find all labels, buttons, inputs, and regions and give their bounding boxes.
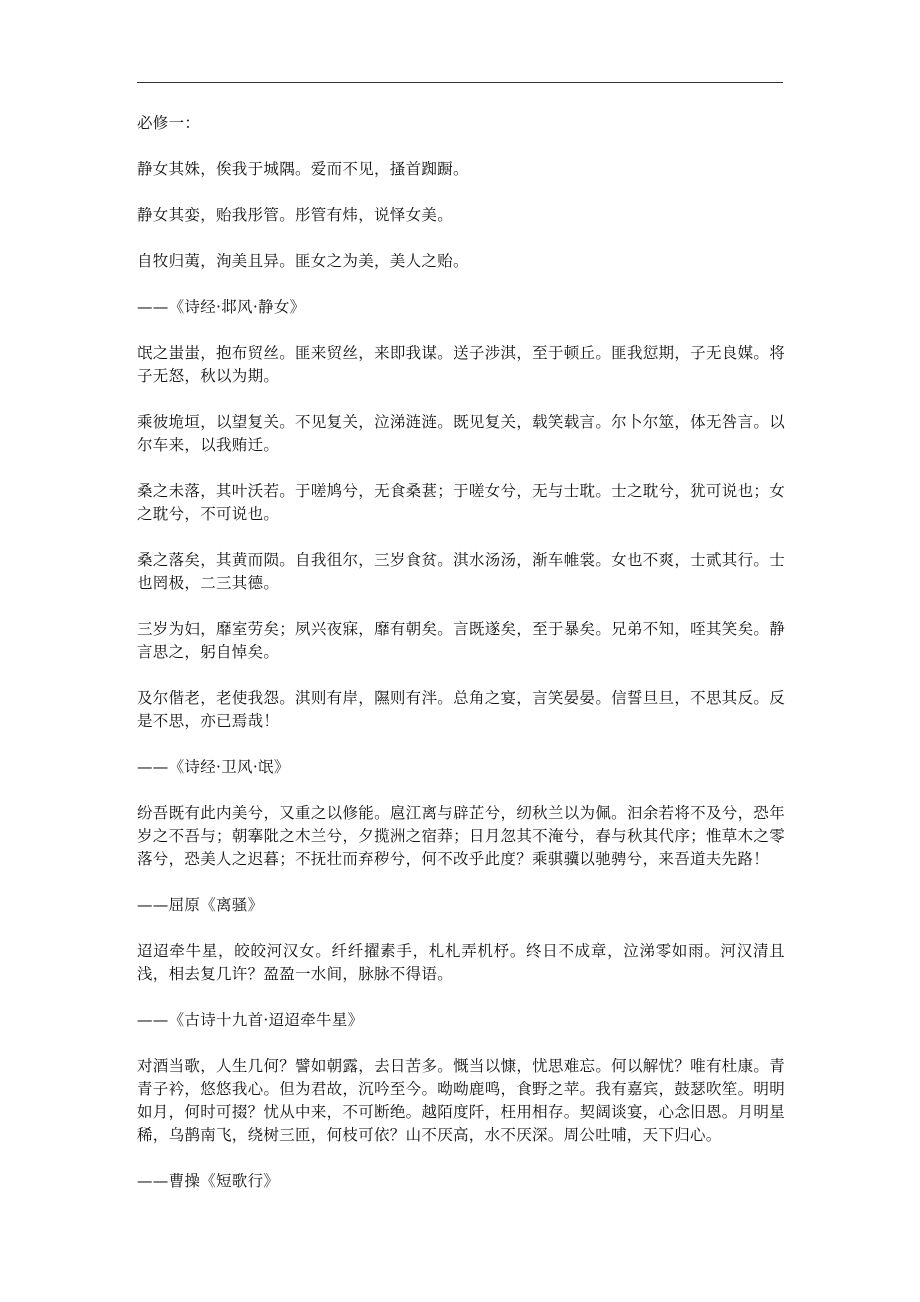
poem-paragraph: 氓之蚩蚩，抱布贸丝。匪来贸丝，来即我谋。送子涉淇，至于顿丘。匪我愆期，子无良媒。将子无怒，秋以为期。 <box>137 344 785 385</box>
poem-attribution: ——屈原《离骚》 <box>137 896 264 914</box>
section-heading: 必修一： <box>137 114 201 132</box>
poem-attribution: ——《古诗十九首·迢迢牵牛星》 <box>137 1011 364 1029</box>
poem-attribution: ——曹操《短歌行》 <box>137 1172 280 1190</box>
poem-paragraph: 对酒当歌，人生几何？譬如朝露，去日苦多。慨当以慷，忧思难忘。何以解忧？唯有杜康。青青子衿，悠悠我心。但为君故，沉吟至今。呦呦鹿鸣，食野之苹。我有嘉宾，鼓瑟吹笙。明明如月，何时可掇？忧从中来，不可断绝。越陌度阡，枉用相存。契阔谈宴，心念旧恩。月明星稀，乌鹊南飞，绕树三匝，何枝可依？山不厌高，水不厌深。周公吐哺，天下归心。 <box>137 1057 785 1144</box>
poem-paragraph: 自牧归荑，洵美且异。匪女之为美，美人之贻。 <box>137 252 469 270</box>
poem-paragraph: 桑之落矣，其黄而陨。自我徂尔，三岁食贫。淇水汤汤，渐车帷裳。女也不爽，士贰其行。士也罔极，二三其德。 <box>137 551 785 592</box>
poem-paragraph: 三岁为妇，靡室劳矣；夙兴夜寐，靡有朝矣。言既遂矣，至于暴矣。兄弟不知，咥其笑矣。静言思之，躬自悼矣。 <box>137 620 785 661</box>
poem-paragraph: 静女其娈，贻我彤管。彤管有炜，说怿女美。 <box>137 206 454 224</box>
poem-paragraph: 及尔偕老，老使我怨。淇则有岸，隰则有泮。总角之宴，言笑晏晏。信誓旦旦，不思其反。反是不思，亦已焉哉！ <box>137 689 785 730</box>
poem-paragraph: 迢迢牵牛星，皎皎河汉女。纤纤擢素手，札札弄机杼。终日不成章，泣涕零如雨。河汉清且浅，相去复几许？盈盈一水间，脉脉不得语。 <box>137 942 785 983</box>
poem-paragraph: 静女其姝，俟我于城隅。爱而不见，搔首踟蹰。 <box>137 160 469 178</box>
document-body <box>137 112 785 1193</box>
poem-paragraph: 桑之未落，其叶沃若。于嗟鸠兮，无食桑葚；于嗟女兮，无与士耽。士之耽兮，犹可说也；女之耽兮，不可说也。 <box>137 482 785 523</box>
poem-paragraph: 纷吾既有此内美兮，又重之以修能。扈江离与辟芷兮，纫秋兰以为佩。汩余若将不及兮，恐年岁之不吾与；朝搴阰之木兰兮，夕揽洲之宿莽；日月忽其不淹兮，春与秋其代序；惟草木之零落兮，恐美人之迟暮；不抚壮而弃秽兮，何不改乎此度？乘骐骥以驰骋兮，来吾道夫先路！ <box>137 804 785 868</box>
poem-attribution: ——《诗经·邶风·静女》 <box>137 298 306 316</box>
poem-attribution: ——《诗经·卫风·氓》 <box>137 758 290 776</box>
poem-paragraph: 乘彼垝垣，以望复关。不见复关，泣涕涟涟。既见复关，载笑载言。尔卜尔筮，体无咎言。以尔车来，以我贿迁。 <box>137 413 785 454</box>
header-rule <box>137 82 783 83</box>
